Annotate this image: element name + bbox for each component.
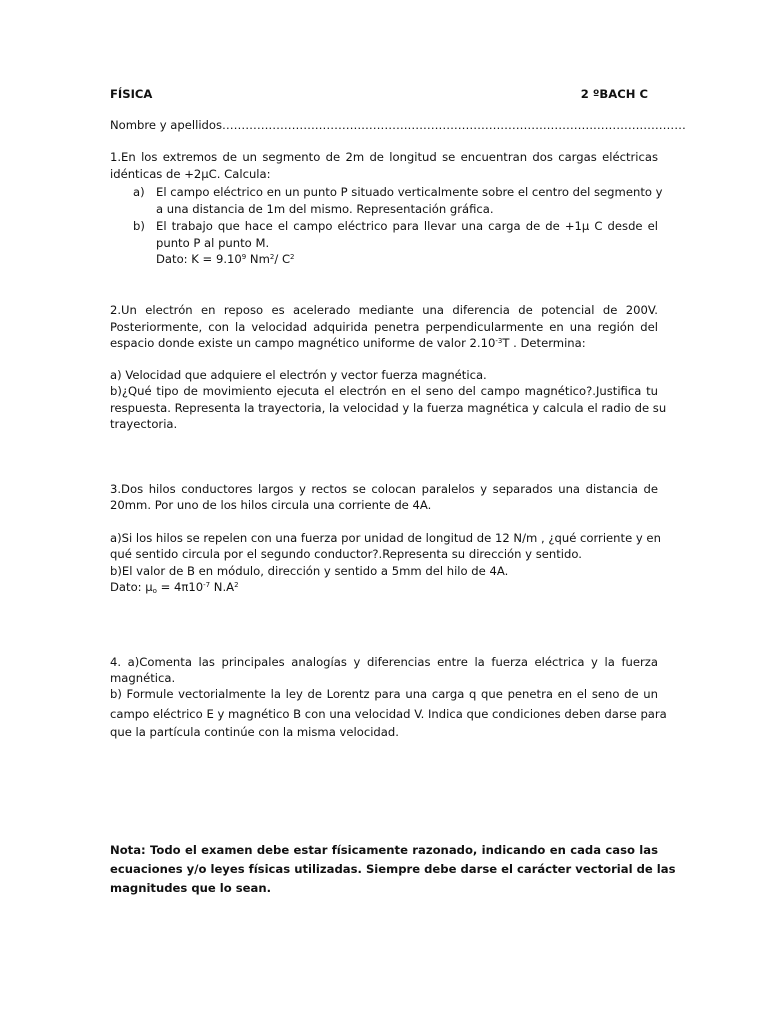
q4-item-b-line-3: que la partícula continúe con la misma velocidad. <box>110 725 399 739</box>
q1-intro-line-1: 1.En los extremos de un segmento de 2m de longitud se encuentran dos cargas eléctricas <box>110 150 658 164</box>
q1-item-a-line-2: a una distancia de 1m del mismo. Representación gráfica. <box>156 202 494 216</box>
q2-item-b-line-2: respuesta. Representa la trayectoria, la velocidad y la fuerza magnética y calcula el radio de su <box>110 401 667 415</box>
q3-dato-exp: -7 <box>203 581 211 589</box>
q1-item-b-label: b) <box>133 219 145 233</box>
q2-line-3 <box>110 335 658 352</box>
q4-item-a-line-2: magnética. <box>110 671 176 685</box>
q1-item-b-line-2: punto P al punto M. <box>156 236 270 250</box>
course-label: 2 ºBACH C <box>580 87 648 101</box>
exam-header <box>110 86 658 103</box>
q1-item-a-line-1: El campo eléctrico en un punto P situado verticalmente sobre el centro del segmento y <box>156 185 663 199</box>
q1-dato-exp3: 2 <box>290 253 295 261</box>
subject-title: FÍSICA <box>110 87 153 101</box>
q2-item-b-line-3: trayectoria. <box>110 417 178 431</box>
name-field-line: Nombre y apellidos………………………………………………………………………………………………………… <box>110 118 686 132</box>
q2-item-b-line-1: b)¿Qué tipo de movimiento ejecuta el electrón en el seno del campo magnético?.Justifica tu <box>110 384 658 398</box>
q3-item-a-line-1: a)Si los hilos se repelen con una fuerza por unidad de longitud de 12 N/m , ¿qué corriente y en <box>110 531 661 545</box>
q2-line-2: Posteriormente, con la velocidad adquirida penetra perpendicularmente en una región del <box>110 320 658 334</box>
note-line-3: magnitudes que lo sean. <box>110 881 271 895</box>
note-line-1: Nota: Todo el examen debe estar físicamente razonado, indicando en cada caso las <box>110 843 658 857</box>
q2-line-1: 2.Un electrón en reposo es acelerado mediante una diferencia de potencial de 200V. <box>110 303 658 317</box>
q3-item-b: b)El valor de B en módulo, dirección y sentido a 5mm del hilo de 4A. <box>110 564 509 578</box>
q3-line-1: 3.Dos hilos conductores largos y rectos se colocan paralelos y separados una distancia de <box>110 482 658 496</box>
q1-dato-exp2: 2 <box>269 253 275 261</box>
q2-line-3-exp: -3 <box>495 337 503 345</box>
q1-dato-pre: Dato: K = 9.10 <box>156 252 242 266</box>
q3-dato-mid2: N.A <box>210 580 235 594</box>
q3-dato-exp2: 2 <box>234 581 239 589</box>
q2-line-3-post: T . Determina: <box>502 336 586 350</box>
q1-dato-exp1: 9 <box>241 253 247 261</box>
q1-intro-line-2: idénticas de +2μC. Calcula: <box>110 167 271 181</box>
note-line-2: ecuaciones y/o leyes físicas utilizadas. Siempre debe darse el carácter vectorial de las <box>110 862 676 876</box>
q3-dato-mid: = 4π10 <box>156 580 204 594</box>
q2-item-a: a) Velocidad que adquiere el electrón y vector fuerza magnética. <box>110 368 487 382</box>
q1-dato-mid2: / C <box>274 252 291 266</box>
q2-line-3-pre: espacio donde existe un campo magnético uniforme de valor 2.10 <box>110 336 496 350</box>
q1-item-a-label: a) <box>133 185 145 199</box>
q3-dato-sub: o <box>152 587 157 595</box>
q1-dato-mid: Nm <box>246 252 270 266</box>
q3-item-a-line-2: qué sentido circula por el segundo conductor?.Representa su dirección y sentido. <box>110 547 582 561</box>
q4-item-b-line-2: campo eléctrico E y magnético B con una velocidad V. Indica que condiciones deben darse para <box>110 707 667 721</box>
q3-line-2: 20mm. Por uno de los hilos circula una corriente de 4A. <box>110 498 432 512</box>
q1-item-b-line-1: El trabajo que hace el campo eléctrico para llevar una carga de de +1μ C desde el <box>156 219 658 233</box>
q3-dato <box>110 579 658 596</box>
q1-dato-text <box>156 251 658 268</box>
q4-item-b-line-1: b) Formule vectorialmente la ley de Lorentz para una carga q que penetra en el seno de un <box>110 687 658 701</box>
q4-item-a-line-1: 4. a)Comenta las principales analogías y diferencias entre la fuerza eléctrica y la fuerza <box>110 655 658 669</box>
q3-dato-pre: Dato: μ <box>110 580 153 594</box>
